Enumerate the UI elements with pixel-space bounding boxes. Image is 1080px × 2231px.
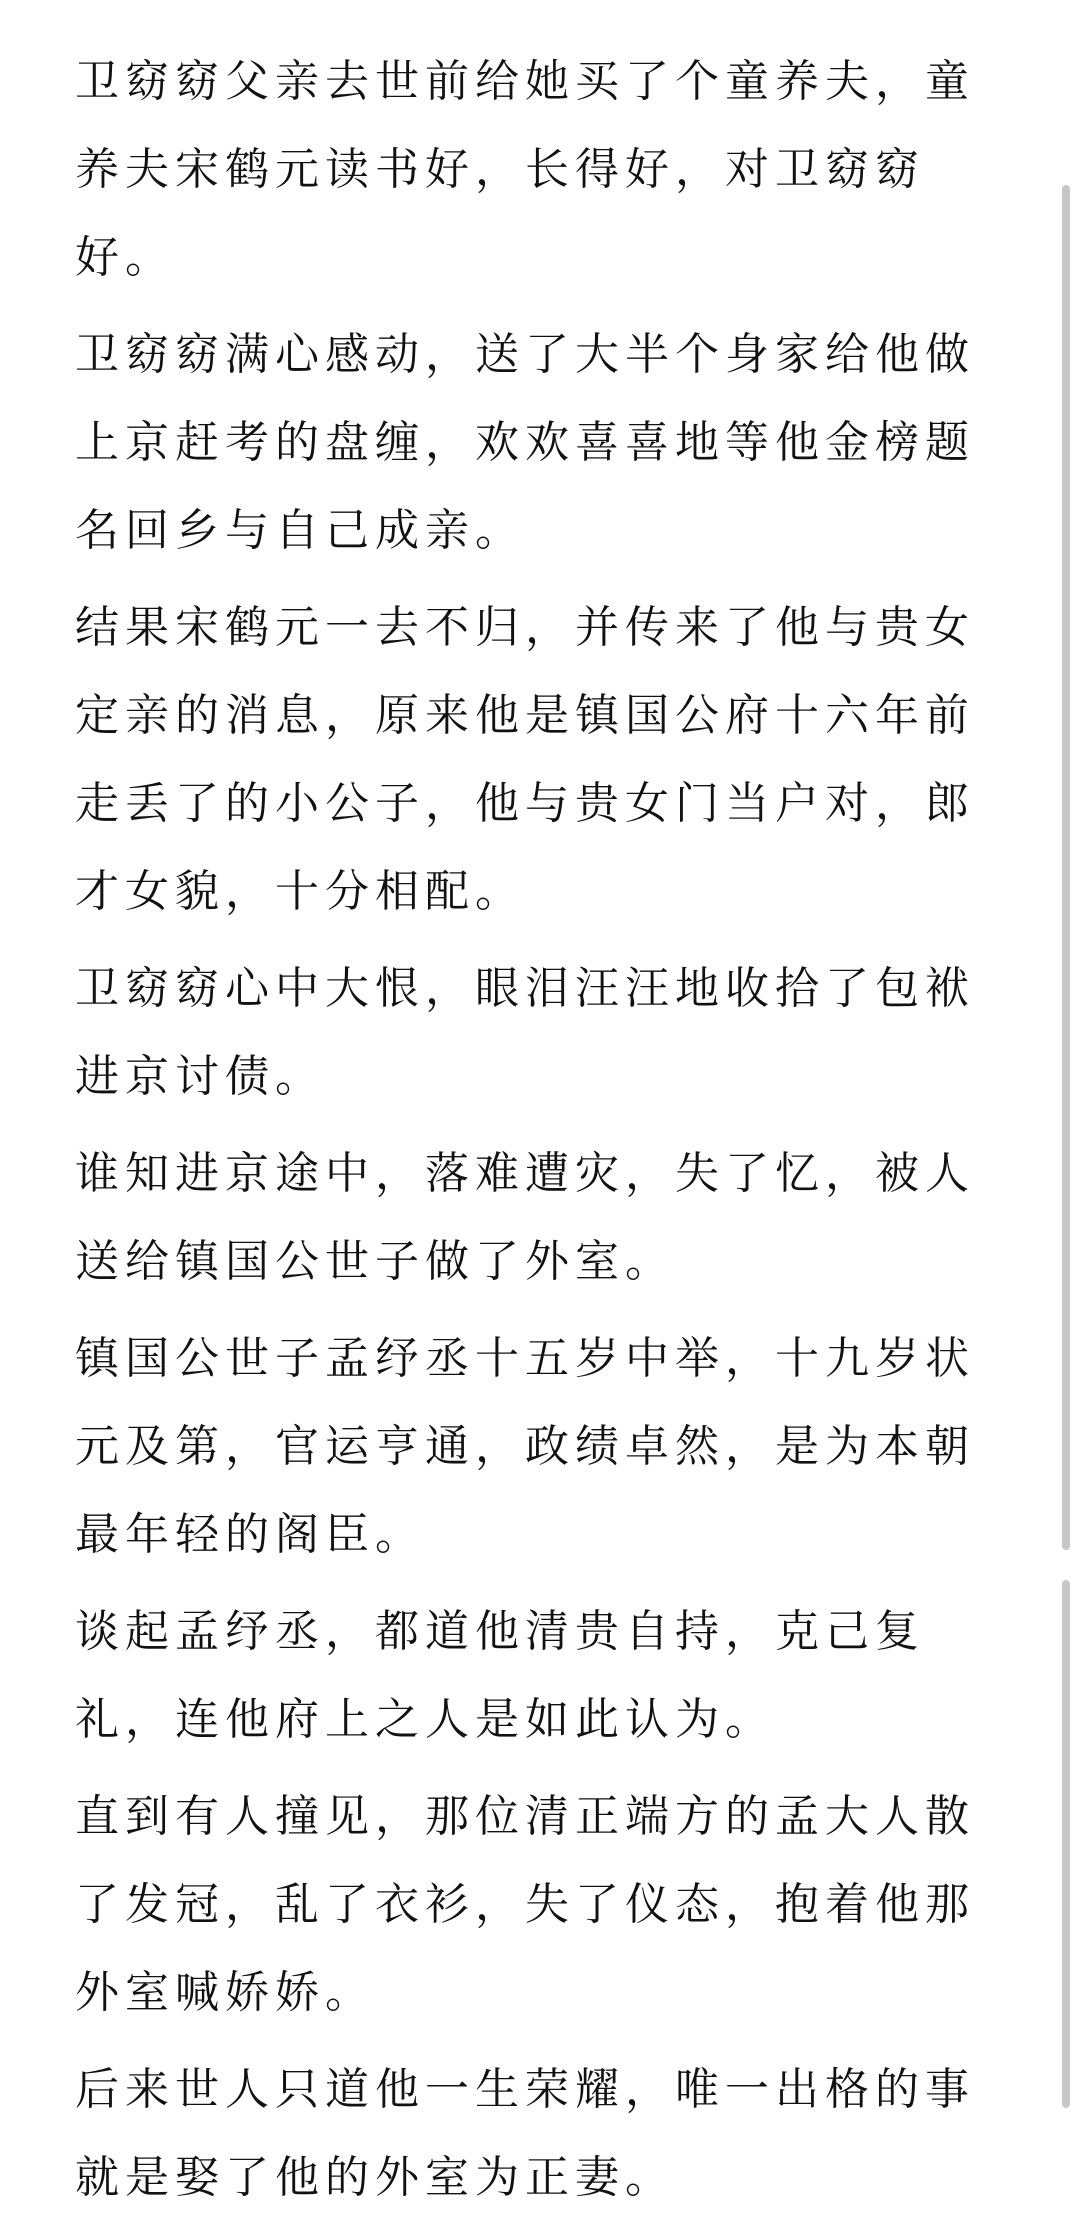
scrollbar-lower[interactable] bbox=[1062, 1580, 1070, 2108]
paragraph-2: 卫窈窈满心感动，送了大半个身家给他做上京赶考的盘缠，欢欢喜喜地等他金榜题名回乡与自己成亲。 bbox=[75, 329, 975, 556]
paragraph-9: 后来世人只道他一生荣耀，唯一出格的事就是娶了他的外室为正妻。 bbox=[75, 2064, 975, 2203]
paragraph-3: 结果宋鹤元一去不归，并传来了他与贵女定亲的消息，原来他是镇国公府十六年前走丢了的小公子，他与贵女门当户对，郎才女貌，十分相配。 bbox=[75, 602, 975, 917]
paragraph-1: 卫窈窈父亲去世前给她买了个童养夫，童养夫宋鹤元读书好，长得好，对卫窈窈好。 bbox=[75, 56, 975, 283]
scrollbar-upper[interactable] bbox=[1062, 185, 1070, 1550]
paragraph-8: 直到有人撞见，那位清正端方的孟大人散了发冠，乱了衣衫，失了仪态，抱着他那外室喊娇娇。 bbox=[75, 1791, 975, 2018]
paragraph-5: 谁知进京途中，落难遭灾，失了忆，被人送给镇国公世子做了外室。 bbox=[75, 1148, 975, 1287]
paragraph-6: 镇国公世子孟纾丞十五岁中举，十九岁状元及第，官运亨通，政绩卓然，是为本朝最年轻的阁臣。 bbox=[75, 1333, 975, 1560]
synopsis-text bbox=[75, 38, 995, 2231]
paragraph-7: 谈起孟纾丞，都道他清贵自持，克己复礼，连他府上之人是如此认为。 bbox=[75, 1606, 925, 1745]
paragraph-4: 卫窈窈心中大恨，眼泪汪汪地收拾了包袱进京讨债。 bbox=[75, 963, 975, 1102]
